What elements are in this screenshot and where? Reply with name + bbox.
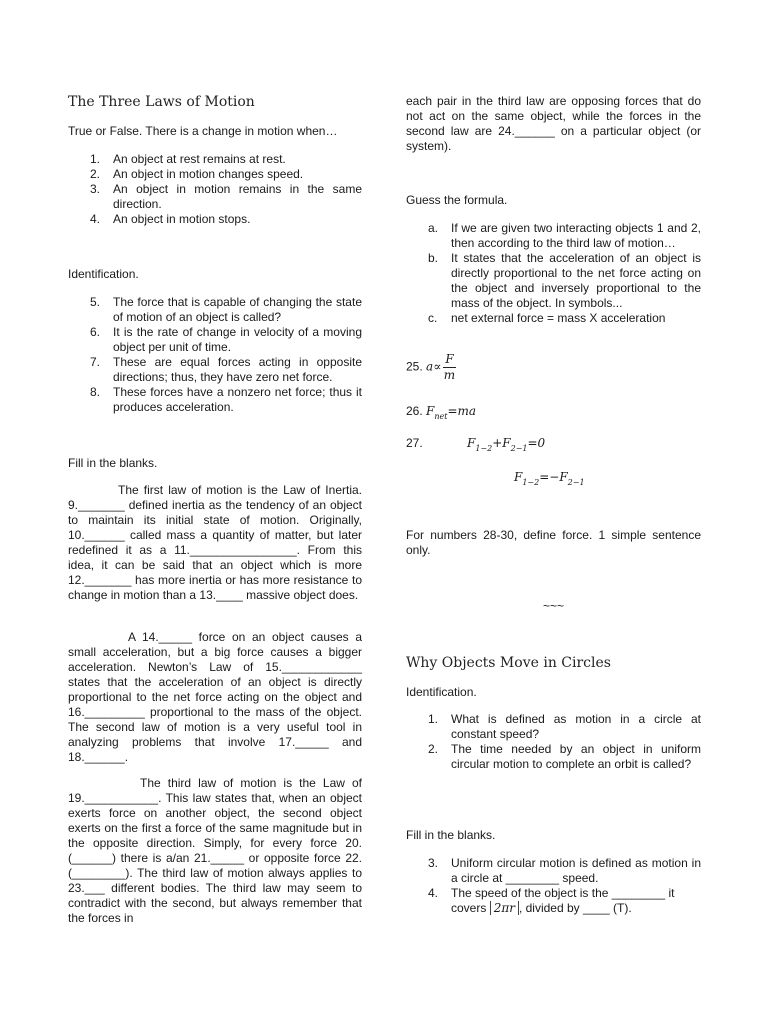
list-item: b. It states that the acceleration of an object is directly proportional to the net force acting on the object and inversely proportional to the mass of the object. In symbols... bbox=[428, 251, 701, 310]
fill-blanks-list-2 bbox=[406, 856, 701, 916]
fraction: $\frac{F}{m}$ bbox=[443, 352, 456, 382]
tf-instructions: True or False. There is a change in motion when… bbox=[68, 124, 338, 138]
list-item: 2. An object in motion changes speed. bbox=[90, 167, 304, 181]
list-item: 5. The force that is capable of changing the state of motion of an object is called? bbox=[90, 295, 362, 324]
identification-instructions-2: Identification. bbox=[406, 685, 477, 699]
circumference-expression: 2πr bbox=[490, 901, 519, 915]
paragraph-second-law: A 14._____ force on an object causes a small acceleration, but a big force causes a bigger acceleration. Newton’s Law of 15.____________ states that the acceleration of an object is directly proportional to the net force acting on the object and 16._________ proportional to the mass of the object. The second law of motion is a very useful tool in analyzing problems that involve 17._____ and 18.______. bbox=[68, 630, 362, 764]
formula-27-line1: $F_{1-2}+F_{2-1}=0$ bbox=[467, 436, 546, 453]
section-title-circles: Why Objects Move in Circles bbox=[406, 655, 611, 671]
identification-list-2 bbox=[406, 712, 701, 772]
list-item: 3. An object in motion remains in the same direction. bbox=[90, 182, 362, 211]
list-item: c. net external force = mass X acceleration bbox=[428, 311, 666, 325]
list-item: 8. These forces have a nonzero net force; thus it produces acceleration. bbox=[90, 385, 362, 414]
tf-list bbox=[68, 152, 362, 227]
list-item: 1. What is defined as motion in a circle at constant speed? bbox=[428, 712, 701, 741]
list-item: 4. The speed of the object is the ________ it covers 2πr , divided by ____ (T). bbox=[428, 886, 675, 915]
fill-blanks-instructions: Fill in the blanks. bbox=[68, 456, 158, 470]
fill-blanks-instructions-2: Fill in the blanks. bbox=[406, 828, 496, 842]
paragraph-third-law: The third law of motion is the Law of 19.___________. This law states that, when an object exerts force on another object, the second object exerts on the first a force of the same magnitude but in the opposite direction. Simply, for every force 20.(______) there is a/an 21._____ or opposite force 22.(________). The third law of motion always applies to 23.___ different bodies. The third law may seem to contradict with the second, but always remember that the forces in bbox=[68, 776, 362, 925]
guess-formula-instructions: Guess the formula. bbox=[406, 193, 508, 207]
formula-27-line2: $F_{1-2}=-F_{2-1}$ bbox=[514, 470, 585, 487]
list-item: 3. Uniform circular motion is defined as motion in a circle at ________ speed. bbox=[428, 856, 701, 885]
guess-formula-list bbox=[406, 221, 701, 326]
define-force-instructions: For numbers 28-30, define force. 1 simple sentence only. bbox=[406, 528, 701, 557]
list-item: 7. These are equal forces acting in opposite directions; thus, they have zero net force. bbox=[90, 355, 362, 384]
paragraph-third-law-cont: each pair in the third law are opposing forces that do not act on the same object, while the forces in the second law are 24.______ on a particular object (or system). bbox=[406, 94, 701, 153]
identification-instructions: Identification. bbox=[68, 267, 139, 281]
list-item: 1. An object at rest remains at rest. bbox=[90, 152, 286, 166]
list-item: 6. It is the rate of change in velocity of a moving object per unit of time. bbox=[90, 325, 362, 354]
formula-25: 25. a∝ $\frac{F}{m}$ bbox=[406, 352, 456, 382]
separator: ~~~ bbox=[542, 599, 565, 613]
list-item: 2. The time needed by an object in uniform circular motion to complete an orbit is called? bbox=[428, 742, 701, 771]
paragraph-first-law: The first law of motion is the Law of Inertia. 9._______ defined inertia as the tendency of an object to maintain its initial state of motion. Originally, 10.______ called mass a quantity of matter, but later redefined it as a 11.________________. From this idea, it can be said that an object which is more 12._______ has more inertia or has more resistance to change in motion than a 13.____ massive object does. bbox=[68, 483, 362, 602]
formula-26: 26. $F_{net}=ma$ bbox=[406, 404, 477, 421]
formula-27: 27. $F_{1-2}+F_{2-1}=0$ bbox=[406, 436, 701, 451]
list-item: 4. An object in motion stops. bbox=[90, 212, 251, 226]
list-item: a. If we are given two interacting objects 1 and 2, then according to the third law of motion… bbox=[428, 221, 701, 250]
identification-list bbox=[68, 295, 362, 415]
section-title-laws: The Three Laws of Motion bbox=[68, 94, 255, 110]
